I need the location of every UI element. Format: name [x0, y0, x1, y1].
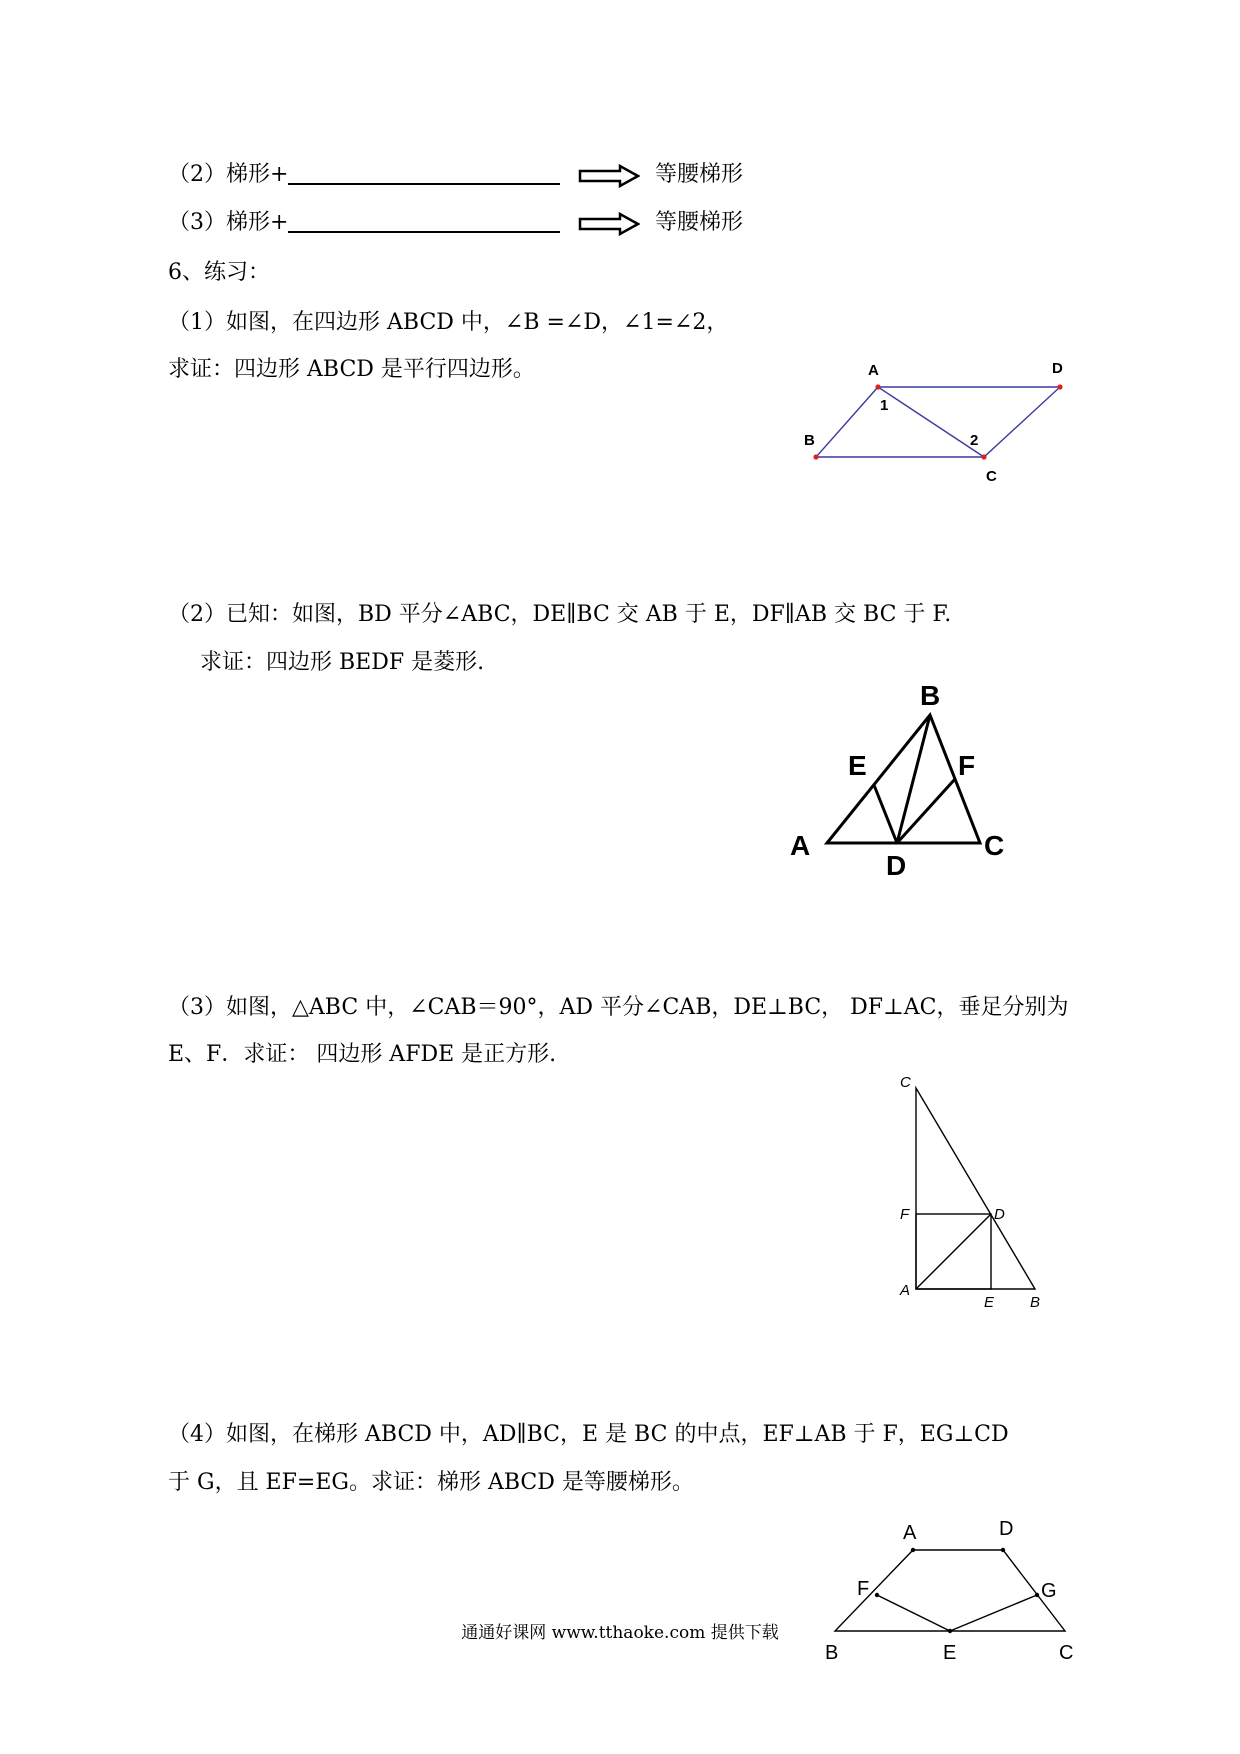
figure-trapezoid: [815, 1505, 1090, 1670]
section-title: 6、练习：: [168, 260, 270, 285]
point-d: [1057, 384, 1062, 389]
figure-rhombus: [790, 675, 1030, 885]
implies-arrow-icon: [578, 164, 640, 188]
page-footer: 通通好课网 www.tthaoke.com 提供下载: [461, 1623, 779, 1643]
triangle-abc: [916, 1088, 1035, 1289]
condition-prefix: （3）梯形+: [168, 210, 289, 235]
figure-square: [880, 1065, 1060, 1315]
label-d: D: [999, 1518, 1014, 1540]
problem-2-statement: （2）已知：如图，BD 平分∠ABC，DE∥BC 交 AB 于 E，DF∥AB 交 BC 于 F.: [168, 602, 952, 627]
answer-blank[interactable]: [288, 209, 560, 233]
label-f: F: [857, 1578, 870, 1600]
label-a: A: [868, 362, 879, 379]
label-a: A: [900, 1282, 911, 1299]
problem-1-statement: （1）如图，在四边形 ABCD 中，∠B =∠D，∠1=∠2，: [168, 310, 729, 335]
trapezoid-abcd: [835, 1550, 1065, 1631]
condition-line-2: [168, 160, 560, 190]
condition-line-3: [168, 208, 560, 238]
figure-parallelogram: [790, 355, 1080, 495]
problem-2-goal: 求证：四边形 BEDF 是菱形.: [200, 650, 485, 675]
problem-4-goal: 于 G，且 EF=EG。求证：梯形 ABCD 是等腰梯形。: [168, 1470, 694, 1495]
segment-ad: [916, 1214, 991, 1289]
diagonal-ac: [878, 387, 984, 457]
label-c: C: [1059, 1642, 1074, 1664]
point-d: [1001, 1548, 1005, 1552]
point-c: [981, 454, 986, 459]
segment-ed: [874, 785, 897, 843]
label-b: B: [920, 680, 941, 711]
point-a: [911, 1548, 915, 1552]
problem-1-goal: 求证：四边形 ABCD 是平行四边形。: [168, 357, 535, 382]
point-g: [1035, 1593, 1039, 1597]
label-c: C: [986, 468, 997, 485]
label-angle-1: 1: [880, 397, 889, 414]
answer-blank[interactable]: [288, 161, 560, 185]
label-e: E: [848, 750, 867, 781]
label-f: F: [900, 1206, 910, 1223]
problem-3-statement: （3）如图，△ABC 中，∠CAB＝90°，AD 平分∠CAB，DE⊥BC， DF⊥AC，垂足分别为: [168, 995, 1069, 1020]
problem-4-statement: （4）如图，在梯形 ABCD 中，AD∥BC，E 是 BC 的中点，EF⊥AB 于 F，EG⊥CD: [168, 1422, 1009, 1447]
label-a: A: [790, 830, 811, 861]
label-b: B: [825, 1642, 839, 1664]
label-angle-2: 2: [970, 432, 979, 449]
condition-result: 等腰梯形: [655, 210, 744, 235]
quadrilateral-abcd: [816, 387, 1060, 457]
label-d: D: [886, 850, 907, 881]
point-f: [875, 1593, 879, 1597]
label-e: E: [984, 1294, 995, 1311]
condition-result: 等腰梯形: [655, 162, 744, 187]
label-g: G: [1041, 1580, 1057, 1602]
label-b: B: [1030, 1294, 1041, 1311]
condition-prefix: （2）梯形+: [168, 162, 289, 187]
point-a: [875, 384, 880, 389]
label-b: B: [804, 432, 815, 449]
implies-arrow-icon: [578, 212, 640, 236]
label-c: C: [900, 1074, 911, 1091]
label-e: E: [943, 1642, 957, 1664]
point-b: [813, 454, 818, 459]
label-f: F: [958, 750, 976, 781]
problem-3-goal: E、F．求证： 四边形 AFDE 是正方形.: [168, 1042, 557, 1067]
label-d: D: [1052, 360, 1063, 377]
label-d: D: [994, 1206, 1005, 1223]
label-a: A: [903, 1522, 917, 1544]
label-c: C: [984, 830, 1005, 861]
